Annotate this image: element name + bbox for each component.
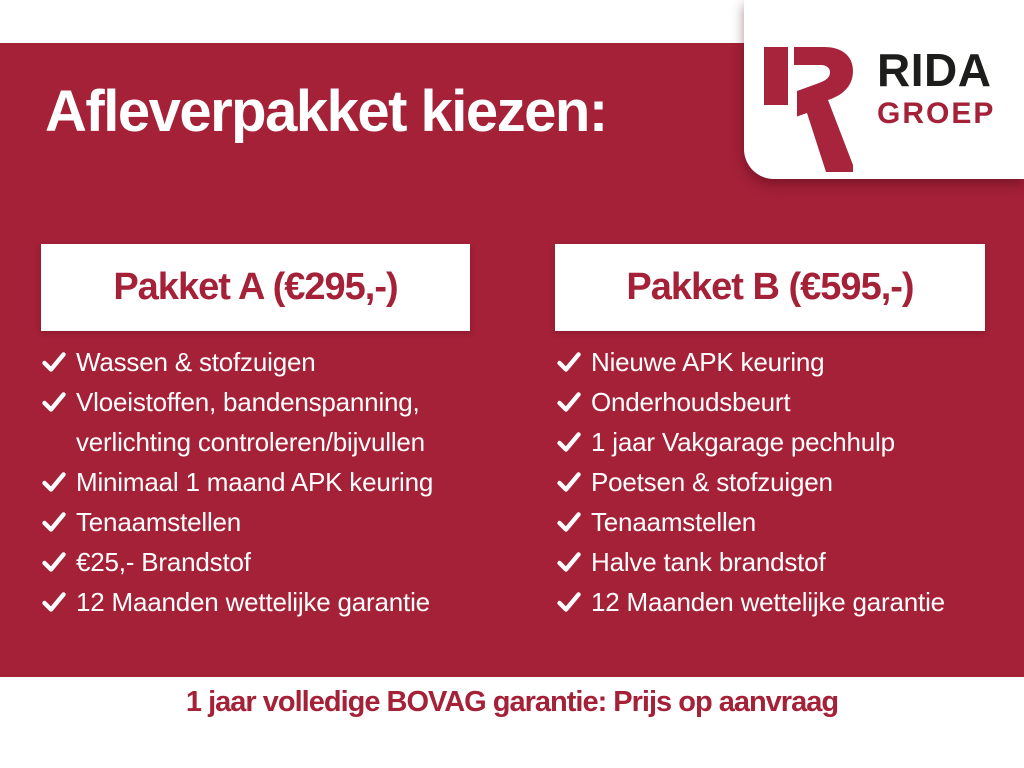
rida-r-logo-icon — [764, 47, 854, 172]
logo-panel — [744, 0, 1024, 179]
list-item-label: Tenaamstellen — [591, 506, 757, 537]
footer-guarantee-text: 1 jaar volledige BOVAG garantie: Prijs op aanvraag — [185, 686, 839, 718]
list-item — [42, 342, 512, 382]
list-item — [42, 542, 512, 582]
check-icon — [42, 391, 66, 413]
list-item — [42, 462, 512, 502]
list-item — [42, 502, 512, 542]
check-icon — [42, 351, 66, 373]
package-b-feature-list — [557, 342, 1007, 622]
list-item-label: Minimaal 1 maand APK keuring — [76, 466, 434, 497]
logo-brand-name: RIDA — [877, 44, 992, 96]
list-item-label: Halve tank brandstof — [591, 546, 826, 577]
list-item — [557, 542, 1007, 582]
check-icon — [42, 471, 66, 493]
list-item — [557, 462, 1007, 502]
list-item-label: €25,- Brandstof — [76, 546, 251, 577]
list-item — [42, 382, 512, 422]
list-item-label: verlichting controleren/bijvullen — [76, 426, 425, 457]
check-icon — [557, 551, 581, 573]
list-item — [42, 582, 512, 622]
list-item-label: Onderhoudsbeurt — [591, 386, 791, 417]
list-item — [557, 582, 1007, 622]
check-icon — [557, 471, 581, 493]
list-item-label: Wassen & stofzuigen — [76, 346, 316, 377]
check-icon — [42, 591, 66, 613]
list-item-label: Nieuwe APK keuring — [591, 346, 825, 377]
list-item-label: 12 Maanden wettelijke garantie — [76, 586, 430, 617]
package-a-title: Pakket A (€295,-) — [113, 266, 398, 308]
package-a-title-box — [41, 244, 470, 331]
list-item-label: 12 Maanden wettelijke garantie — [591, 586, 945, 617]
list-item — [557, 502, 1007, 542]
list-item — [557, 382, 1007, 422]
check-icon — [557, 431, 581, 453]
list-item-label: Poetsen & stofzuigen — [591, 466, 833, 497]
page-title: Afleverpakket kiezen: — [45, 79, 607, 144]
list-item-label: 1 jaar Vakgarage pechhulp — [591, 426, 895, 457]
package-b-title: Pakket B (€595,-) — [626, 266, 914, 308]
logo-brand-suffix: GROEP — [877, 97, 996, 130]
list-item — [42, 422, 512, 462]
check-icon — [42, 511, 66, 533]
check-icon — [557, 351, 581, 373]
list-item — [557, 422, 1007, 462]
package-a-feature-list — [42, 342, 512, 622]
list-item-label: Tenaamstellen — [76, 506, 242, 537]
list-item — [557, 342, 1007, 382]
logo-text-block — [877, 44, 996, 130]
check-icon — [557, 591, 581, 613]
check-icon — [557, 511, 581, 533]
check-icon — [557, 391, 581, 413]
footer-band — [0, 677, 1024, 768]
check-icon — [42, 551, 66, 573]
list-item-label: Vloeistoffen, bandenspanning, — [76, 386, 420, 417]
package-b-title-box — [555, 244, 985, 331]
